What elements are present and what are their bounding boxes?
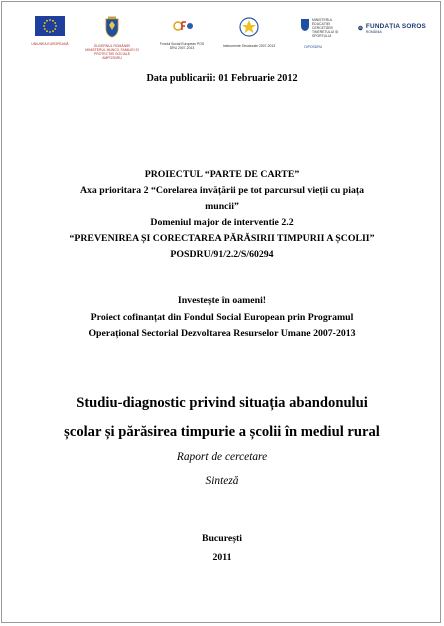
eu-flag-logo bbox=[28, 16, 72, 47]
fse-icon bbox=[169, 16, 195, 36]
education-ministry-text: MINISTERUL EDUCAȚIEI CERCETĂRII TINERETULUI ȘI SPORTULUI bbox=[312, 18, 339, 38]
invest-line-2: Proiect cofinanțat din Fondul Social European prin Programul bbox=[90, 311, 354, 323]
fundatia-soros-logo bbox=[358, 22, 426, 34]
logo-bar bbox=[0, 0, 444, 60]
ministry-logo bbox=[84, 16, 140, 61]
eu-flag-icon bbox=[35, 16, 65, 36]
project-line-1: PROIECTUL “PARTE DE CARTE” bbox=[144, 169, 300, 180]
study-subtitle-synthesis: Sinteză bbox=[205, 475, 239, 487]
project-line-4: Domeniul major de interventie 2.2 bbox=[150, 217, 294, 228]
footer-year: 2011 bbox=[212, 552, 232, 563]
fse-logo bbox=[156, 16, 208, 51]
study-title-line-1: Studiu-diagnostic privind situația abandonului bbox=[76, 395, 368, 411]
footer-city: București bbox=[201, 533, 243, 544]
study-title-line-2: școlar și părăsirea timpurie a școlii în mediul rural bbox=[64, 424, 380, 440]
publish-date: Data publicarii: 01 Februarie 2012 bbox=[146, 73, 298, 84]
ministry-shield-icon bbox=[300, 18, 310, 32]
invest-line-1: Investește în oameni! bbox=[177, 295, 267, 306]
soros-tagline: ROMÂNIA bbox=[365, 29, 382, 34]
instrumente-structurale-logo bbox=[222, 16, 276, 49]
education-ministry-logo bbox=[300, 18, 350, 50]
coat-of-arms-icon bbox=[104, 16, 120, 38]
project-line-3: muncii” bbox=[205, 201, 239, 212]
project-line-6: POSDRU/91/2.2/S/60294 bbox=[170, 249, 274, 260]
oiposdru-caption: OIPOSDRU bbox=[304, 45, 323, 49]
eu-caption: UNIUNEA EUROPEANĂ bbox=[31, 42, 69, 46]
fse-caption: Fondul Social European POS DRU 2007-2013 bbox=[159, 42, 205, 50]
instrumente-caption: Instrumente Structurale 2007-2013 bbox=[222, 44, 276, 48]
study-subtitle-report: Raport de cercetare bbox=[176, 451, 268, 463]
invest-block bbox=[0, 293, 444, 343]
soros-brand: FUNDAȚIA SOROS bbox=[365, 22, 426, 30]
study-title-block bbox=[0, 389, 444, 493]
invest-line-3: Operațional Sectorial Dezvoltarea Resurselor Umane 2007-2013 bbox=[88, 328, 356, 339]
ministry-caption: GUVERNUL ROMÂNIEI MINISTERUL MUNCII, FAMILIEI ȘI PROTECȚIEI SOCIALE AMPOSDRU bbox=[85, 44, 139, 60]
soros-emblem-icon bbox=[358, 22, 363, 34]
project-line-2: Axa prioritara 2 “Corelarea invățării pe tot parcursul vieții cu piața bbox=[79, 185, 365, 196]
footer-block bbox=[0, 529, 444, 567]
star-circle-icon bbox=[237, 16, 261, 38]
project-block bbox=[0, 167, 444, 263]
project-line-5: “PREVENIREA ȘI CORECTAREA PĂRĂSIRII TIMPURII A ȘCOLII” bbox=[69, 233, 375, 244]
